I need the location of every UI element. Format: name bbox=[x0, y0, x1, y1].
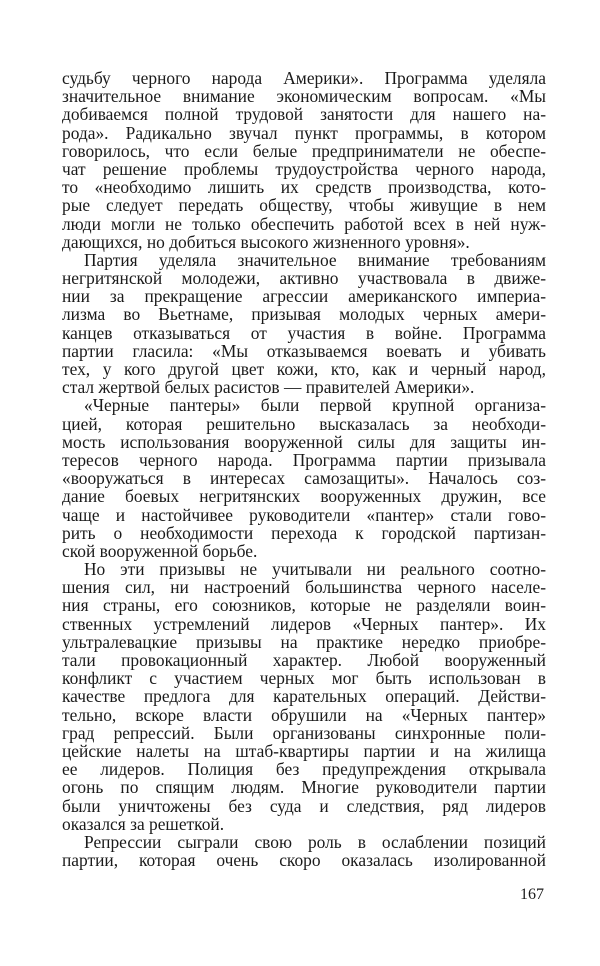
paragraph bbox=[62, 560, 546, 833]
text-line: ультралевацкие призывы на практике нередко приобре- bbox=[62, 631, 546, 652]
text-line: ственных устремлений лидеров «Черных пантер». Их bbox=[62, 613, 546, 634]
text-line: тельно, вскоре власти обрушили на «Черных пантер» bbox=[62, 704, 546, 725]
text-line: чат решение проблемы трудоустройства черного народа, bbox=[62, 158, 546, 179]
text-line: град репрессий. Были организованы синхронные поли- bbox=[62, 722, 546, 743]
text-line: цией, которая решительно высказалась за необходи- bbox=[62, 413, 546, 434]
text-line: лизма во Вьетнаме, призывая молодых черных амери- bbox=[62, 304, 546, 325]
text-line: «Черные пантеры» были первой крупной организа- bbox=[84, 395, 546, 416]
text-line: говорилось, что если белые предприниматели не обеспе- bbox=[62, 140, 546, 161]
text-line: были уничтожены без суда и следствия, ряд лидеров bbox=[62, 795, 546, 816]
text-line: оказался за решеткой. bbox=[62, 813, 225, 834]
page-number: 167 bbox=[520, 886, 544, 903]
text-line: дание боевых негритянских вооруженных дружин, все bbox=[62, 486, 546, 507]
text-line: рода». Радикально звучал пункт программы, в котором bbox=[62, 122, 546, 143]
text-line: рить о необходимости перехода к городской партизан- bbox=[62, 522, 546, 543]
text-line: цейские налеты на штаб-квартиры партии и на жилища bbox=[62, 740, 546, 761]
text-line: то «необходимо лишить их средств производства, кото- bbox=[62, 177, 546, 198]
text-line: негритянской молодежи, активно участвовала в движе- bbox=[62, 268, 546, 289]
text-line: шения сил, ни настроений большинства черного населе- bbox=[62, 577, 546, 598]
text-line: качестве предлога для карательных операций. Действи- bbox=[62, 686, 546, 707]
text-line: «вооружаться в интересах самозащиты». Началось соз- bbox=[62, 468, 546, 489]
text-line: Партия уделяла значительное внимание требованиям bbox=[84, 249, 546, 270]
text-line: значительное внимание экономическим вопросам. «Мы bbox=[62, 86, 546, 107]
text-line: тересов черного народа. Программа партии призывала bbox=[62, 449, 546, 470]
text-line: Репрессии сыграли свою роль в ослаблении позиций bbox=[84, 831, 546, 852]
page-body-text bbox=[62, 69, 546, 869]
paragraph bbox=[62, 833, 546, 869]
paragraph bbox=[62, 69, 546, 251]
text-line: рые следует передать обществу, чтобы живущие в нем bbox=[62, 195, 546, 216]
paragraph bbox=[62, 396, 546, 560]
text-line: огонь по спящим людям. Многие руководители партии bbox=[62, 777, 546, 798]
text-line: стал жертвой белых расистов — правителей Америки». bbox=[62, 377, 475, 398]
text-line: партии, которая очень скоро оказалась изолированной bbox=[62, 850, 546, 871]
text-line: мость использования вооруженной силы для защиты ин- bbox=[62, 431, 546, 452]
text-line: люди могли не только обеспечить работой всех в ней нуж- bbox=[62, 213, 546, 234]
text-line: судьбу черного народа Америки». Программа уделяла bbox=[62, 68, 546, 88]
text-line: Но эти призывы не учитывали ни реального соотно- bbox=[84, 559, 546, 580]
text-line: нии за прекращение агрессии американского империа- bbox=[62, 286, 546, 307]
text-line: канцев отказываться от участия в войне. Программа bbox=[62, 322, 546, 343]
paragraph bbox=[62, 251, 546, 397]
text-line: конфликт с участием черных мог быть использован в bbox=[62, 668, 546, 689]
text-line: тали провокационный характер. Любой вооруженный bbox=[62, 650, 546, 670]
text-line: партии гласила: «Мы отказываемся воевать и убивать bbox=[62, 340, 546, 361]
text-line: ния страны, его союзников, которые не разделяли воин- bbox=[62, 595, 546, 616]
text-line: тех, у кого другой цвет кожи, кто, как и черный народ, bbox=[62, 359, 546, 379]
text-line: ской вооруженной борьбе. bbox=[62, 540, 258, 561]
text-line: ее лидеров. Полиция без предупреждения открывала bbox=[62, 759, 546, 780]
text-line: добиваемся полной трудовой занятости для нашего на- bbox=[62, 104, 546, 125]
text-line: дающихся, но добиться высокого жизненного уровня». bbox=[62, 231, 470, 252]
text-line: чаще и настойчивее руководители «пантер» стали гово- bbox=[62, 504, 546, 525]
